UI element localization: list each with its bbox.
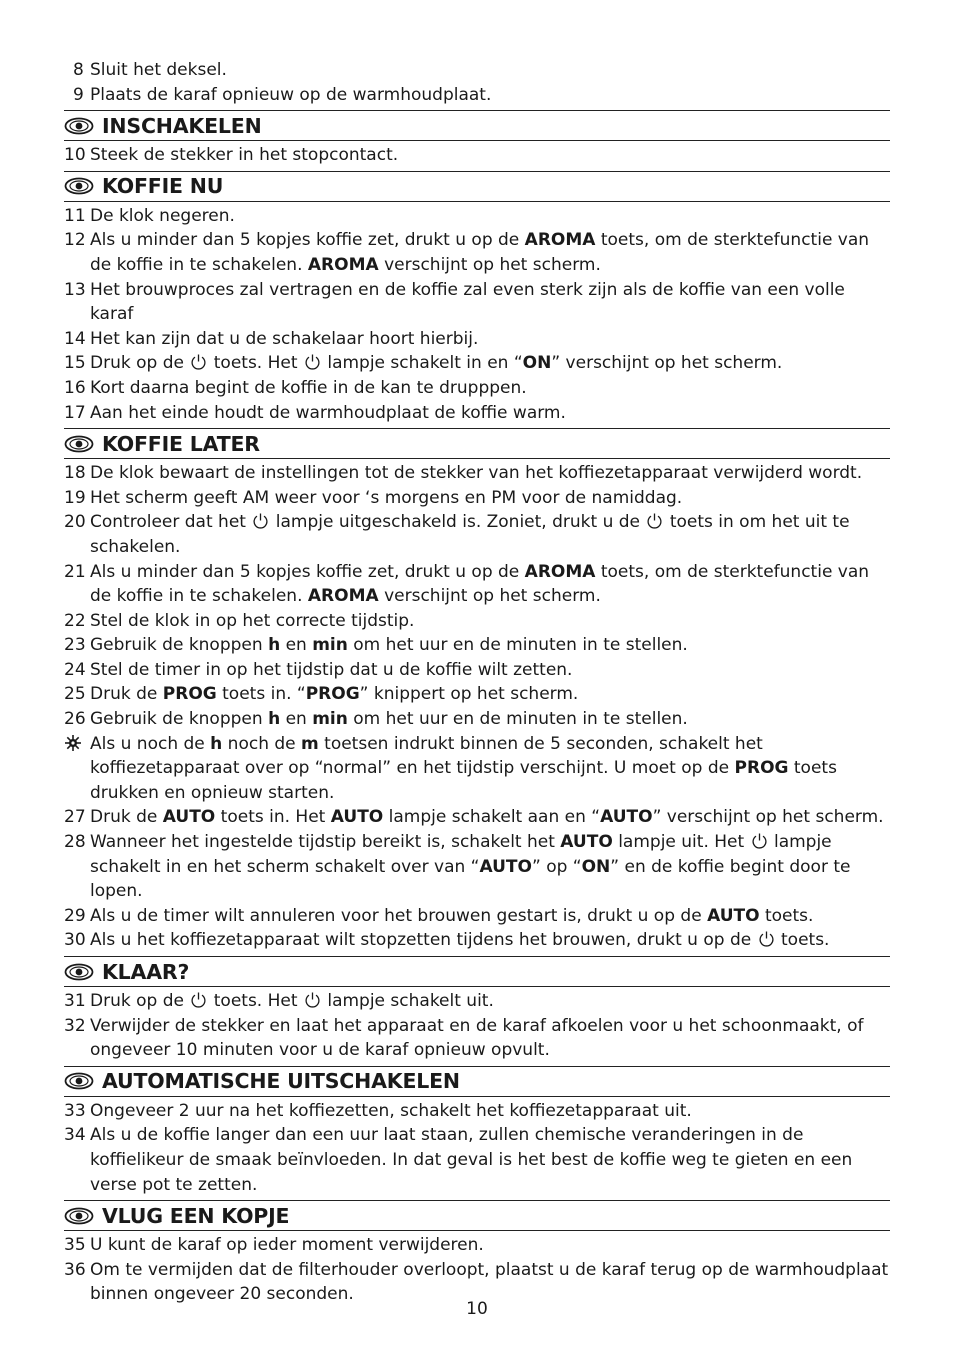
bold-term: AUTO	[600, 807, 653, 828]
list-item	[64, 1233, 890, 1258]
text-run: toets. Het	[208, 353, 303, 374]
step-number: 8	[73, 60, 84, 80]
text-run: Het brouwproces zal vertragen en de koffie zal even sterk zijn als de koffie van een volle karaf	[90, 279, 845, 325]
power-icon	[646, 512, 663, 530]
text-run: Aan het einde houdt de warmhoudplaat de koffie warm.	[90, 402, 566, 423]
step-text	[90, 278, 890, 327]
section-header	[64, 171, 890, 202]
text-run: Ongeveer 2 uur na het koffiezetten, schakelt het koffiezetapparaat uit.	[90, 1100, 692, 1121]
step-number: 30	[64, 930, 86, 951]
text-run: verschijnt op het scherm.	[378, 586, 601, 607]
text-run: Als u de koffie langer dan een uur laat staan, zullen chemische veranderingen in de koffielikeur de smaak beïnvloeden. In dat geval is het best de koffie weg te gieten en een verse pot te zetten.	[90, 1125, 853, 1195]
list-item	[64, 928, 890, 953]
text-run: Kort daarna begint de koffie in de kan te drupppen.	[90, 377, 527, 398]
section-header	[64, 110, 890, 141]
power-icon	[190, 991, 207, 1009]
text-run: Als u de timer wilt annuleren voor het brouwen gestart is, drukt u op de	[90, 905, 708, 926]
step-number: 27	[64, 807, 86, 828]
text-run: De klok bewaart de instellingen tot de stekker van het koffiezetapparaat verwijderd wordt.	[90, 463, 863, 484]
bold-term: min	[312, 709, 348, 730]
list-item	[64, 401, 890, 426]
bold-term: AUTO	[479, 856, 532, 877]
eye-icon	[64, 1206, 94, 1226]
step-text	[90, 228, 890, 277]
list-item	[64, 143, 890, 168]
text-run: toets in. Het	[215, 807, 331, 828]
step-number: 32	[64, 1015, 86, 1036]
text-run: toets in. “	[216, 684, 306, 705]
text-run: Om te vermijden dat de filterhouder overloopt, plaatst u de karaf terug op de warmhoudplaat binnen ongeveer 20 seconden.	[90, 1259, 889, 1305]
text-run: ” verschijnt op het scherm.	[652, 807, 884, 828]
text-run: ” verschijnt op het scherm.	[551, 353, 783, 374]
step-text	[90, 1123, 890, 1197]
bold-term: PROG	[734, 758, 789, 779]
eye-icon	[64, 962, 94, 982]
step-text	[90, 461, 890, 486]
list-item	[64, 58, 890, 83]
step-number: 16	[64, 377, 86, 398]
step-number: 29	[64, 905, 86, 926]
text-run: noch de	[222, 733, 302, 754]
list-item	[64, 83, 890, 108]
text-run: Druk de	[90, 807, 163, 828]
list-item	[64, 204, 890, 229]
text-run: ” knippert op het scherm.	[359, 684, 579, 705]
step-number: 19	[64, 487, 86, 508]
step-number: 18	[64, 463, 86, 484]
step-text	[90, 732, 890, 806]
step-text	[90, 401, 890, 426]
step-number: 26	[64, 709, 86, 730]
text-run: Gebruik de knoppen	[90, 709, 269, 730]
step-text	[90, 609, 890, 634]
power-icon	[304, 353, 321, 371]
step-text	[90, 204, 890, 229]
text-run: om het uur en de minuten in te stellen.	[347, 635, 688, 656]
step-text	[90, 327, 890, 352]
text-run: Sluit het deksel.	[90, 60, 227, 80]
text-run: Als u het koffiezetapparaat wilt stopzetten tijdens het brouwen, drukt u op de	[90, 930, 757, 951]
document-body	[64, 58, 890, 1307]
step-number: 25	[64, 684, 86, 705]
list-item	[64, 904, 890, 929]
section-title: KLAAR?	[102, 959, 190, 984]
section-header	[64, 956, 890, 987]
step-number: 13	[64, 279, 86, 300]
step-text	[90, 904, 890, 929]
step-number: 20	[64, 512, 86, 533]
text-run: Controleer dat het	[90, 512, 252, 533]
list-item	[64, 732, 890, 806]
text-run: en	[280, 709, 313, 730]
step-text	[90, 658, 890, 683]
step-text	[90, 928, 890, 953]
text-run: lampje schakelt uit.	[321, 991, 494, 1011]
text-run: Als u noch de	[90, 733, 211, 754]
section-title: KOFFIE NU	[102, 174, 224, 199]
step-text	[90, 1014, 890, 1063]
text-run: Het kan zijn dat u de schakelaar hoort hierbij.	[90, 328, 479, 349]
eye-icon	[64, 176, 94, 196]
text-run: Als u minder dan 5 kopjes koffie zet, drukt u op de	[90, 561, 525, 582]
list-item	[64, 682, 890, 707]
text-run: Gebruik de knoppen	[90, 635, 269, 656]
text-run: Stel de klok in op het correcte tijdstip.	[90, 610, 415, 631]
step-text	[90, 560, 890, 609]
step-text	[90, 989, 890, 1014]
text-run: en	[280, 635, 313, 656]
step-number: 15	[64, 353, 86, 374]
text-run: toets.	[759, 905, 814, 926]
step-text	[90, 682, 890, 707]
list-item	[64, 327, 890, 352]
bold-term: AROMA	[524, 561, 596, 582]
text-run: lampje uit. Het	[612, 832, 750, 853]
section-header	[64, 428, 890, 459]
text-run: U kunt de karaf op ieder moment verwijderen.	[90, 1235, 484, 1256]
step-text	[90, 1233, 890, 1258]
list-item	[64, 609, 890, 634]
text-run: toets.	[775, 930, 830, 951]
list-item	[64, 510, 890, 559]
list-item	[64, 461, 890, 486]
text-run: Stel de timer in op het tijdstip dat u de koffie wilt zetten.	[90, 659, 573, 680]
text-run: Wanneer het ingestelde tijdstip bereikt is, schakelt het	[90, 832, 561, 853]
list-item	[64, 1123, 890, 1197]
text-run: Plaats de karaf opnieuw op de warmhoudplaat.	[90, 84, 492, 105]
step-text	[90, 633, 890, 658]
text-run: toets in om het uit te schakelen.	[90, 512, 850, 557]
text-run: Verwijder de stekker en laat het apparaat en de karaf afkoelen voor u het schoonmaakt, of ongeveer 10 minuten voor u de karaf opnieuw opvult.	[90, 1015, 864, 1061]
list-item	[64, 1099, 890, 1124]
step-text	[90, 510, 890, 559]
list-item	[64, 1014, 890, 1063]
bold-term: AROMA	[524, 230, 596, 251]
bold-term: ON	[522, 353, 552, 374]
list-item	[64, 376, 890, 401]
text-run: Steek de stekker in het stopcontact.	[90, 145, 399, 166]
section-title: KOFFIE LATER	[102, 431, 260, 456]
step-number: 11	[64, 205, 86, 226]
step-text	[90, 83, 890, 108]
power-icon	[190, 353, 207, 371]
step-number: 9	[73, 84, 84, 105]
text-run: toets, om de sterktefunctie van de koffie in te schakelen.	[90, 230, 870, 275]
bold-term: AROMA	[307, 254, 379, 275]
text-run: De klok negeren.	[90, 205, 235, 226]
text-run: lampje uitgeschakeld is. Zoniet, drukt u de	[270, 512, 646, 533]
power-icon	[751, 832, 768, 850]
text-run: Het scherm geeft AM weer voor ‘s morgens en PM voor de namiddag.	[90, 487, 683, 508]
text-run: Druk op de	[90, 991, 190, 1011]
step-text	[90, 143, 890, 168]
section-title: INSCHAKELEN	[102, 113, 262, 138]
section-header	[64, 1066, 890, 1097]
step-number: 24	[64, 659, 86, 680]
text-run: toets, om de sterktefunctie van de koffie in te schakelen.	[90, 561, 870, 607]
step-number: 28	[64, 832, 86, 853]
bold-term: min	[312, 635, 348, 656]
bold-term: AUTO	[560, 832, 613, 853]
bold-term: h	[268, 709, 281, 730]
section-title: VLUG EEN KOPJE	[102, 1203, 290, 1228]
list-item	[64, 351, 890, 376]
step-text	[90, 376, 890, 401]
step-number: 34	[64, 1125, 86, 1146]
bold-term: AUTO	[330, 807, 384, 828]
list-item	[64, 278, 890, 327]
text-run: lampje schakelt aan en “	[383, 807, 601, 828]
bold-term: AUTO	[162, 807, 216, 828]
list-item	[64, 228, 890, 277]
eye-icon	[64, 116, 94, 136]
list-item	[64, 486, 890, 511]
power-icon	[758, 930, 775, 948]
bold-term: ON	[581, 856, 611, 877]
bold-term: h	[268, 635, 281, 656]
list-item	[64, 560, 890, 609]
step-number: 31	[64, 991, 86, 1011]
eye-icon	[64, 1071, 94, 1091]
section-header	[64, 1200, 890, 1231]
text-run: lampje schakelt in en het scherm schakelt over van “	[90, 832, 832, 877]
text-run: ” op “	[531, 856, 582, 877]
power-icon	[304, 991, 321, 1009]
text-run: Als u minder dan 5 kopjes koffie zet, drukt u op de	[90, 230, 525, 251]
step-number: 12	[64, 230, 86, 251]
list-item	[64, 707, 890, 732]
list-item	[64, 830, 890, 904]
eye-icon	[64, 434, 94, 454]
bold-term: AROMA	[307, 586, 379, 607]
step-number: 36	[64, 1259, 86, 1280]
text-run: lampje schakelt in en “	[321, 353, 523, 374]
step-text	[90, 805, 890, 830]
bold-term: m	[301, 733, 319, 754]
bold-term: PROG	[305, 684, 360, 705]
step-number: 33	[64, 1100, 86, 1121]
step-number: 10	[64, 145, 86, 166]
list-item	[64, 805, 890, 830]
step-text	[90, 351, 890, 376]
list-item	[64, 633, 890, 658]
text-run: toets. Het	[208, 991, 303, 1011]
section-title: AUTOMATISCHE UITSCHAKELEN	[102, 1069, 460, 1094]
step-number: 17	[64, 402, 86, 423]
text-run: Druk op de	[90, 353, 190, 374]
list-item	[64, 658, 890, 683]
text-run: ” en de koffie begint door te lopen.	[90, 856, 851, 902]
step-number: 21	[64, 561, 86, 582]
bold-term: PROG	[162, 684, 217, 705]
step-number: 22	[64, 610, 86, 631]
step-text	[90, 486, 890, 511]
power-icon	[252, 512, 269, 530]
text-run: verschijnt op het scherm.	[378, 254, 601, 275]
text-run: om het uur en de minuten in te stellen.	[347, 709, 688, 730]
step-text	[90, 707, 890, 732]
step-number: 35	[64, 1235, 86, 1256]
page-number: 10	[466, 1299, 488, 1319]
tip-star-icon	[64, 732, 90, 806]
list-item	[64, 989, 890, 1014]
step-text	[90, 830, 890, 904]
bold-term: AUTO	[707, 905, 760, 926]
step-text	[90, 58, 890, 83]
text-run: Druk de	[90, 684, 163, 705]
step-text	[90, 1099, 890, 1124]
step-number: 23	[64, 635, 86, 656]
text-run: toets drukken en opnieuw starten.	[90, 758, 837, 803]
bold-term: h	[210, 733, 223, 754]
step-number: 14	[64, 328, 86, 349]
text-run: toetsen indrukt binnen de 5 seconden, schakelt het koffiezetapparaat over op “normal” en het tijdstip verschijnt. U moet op de	[90, 733, 763, 779]
